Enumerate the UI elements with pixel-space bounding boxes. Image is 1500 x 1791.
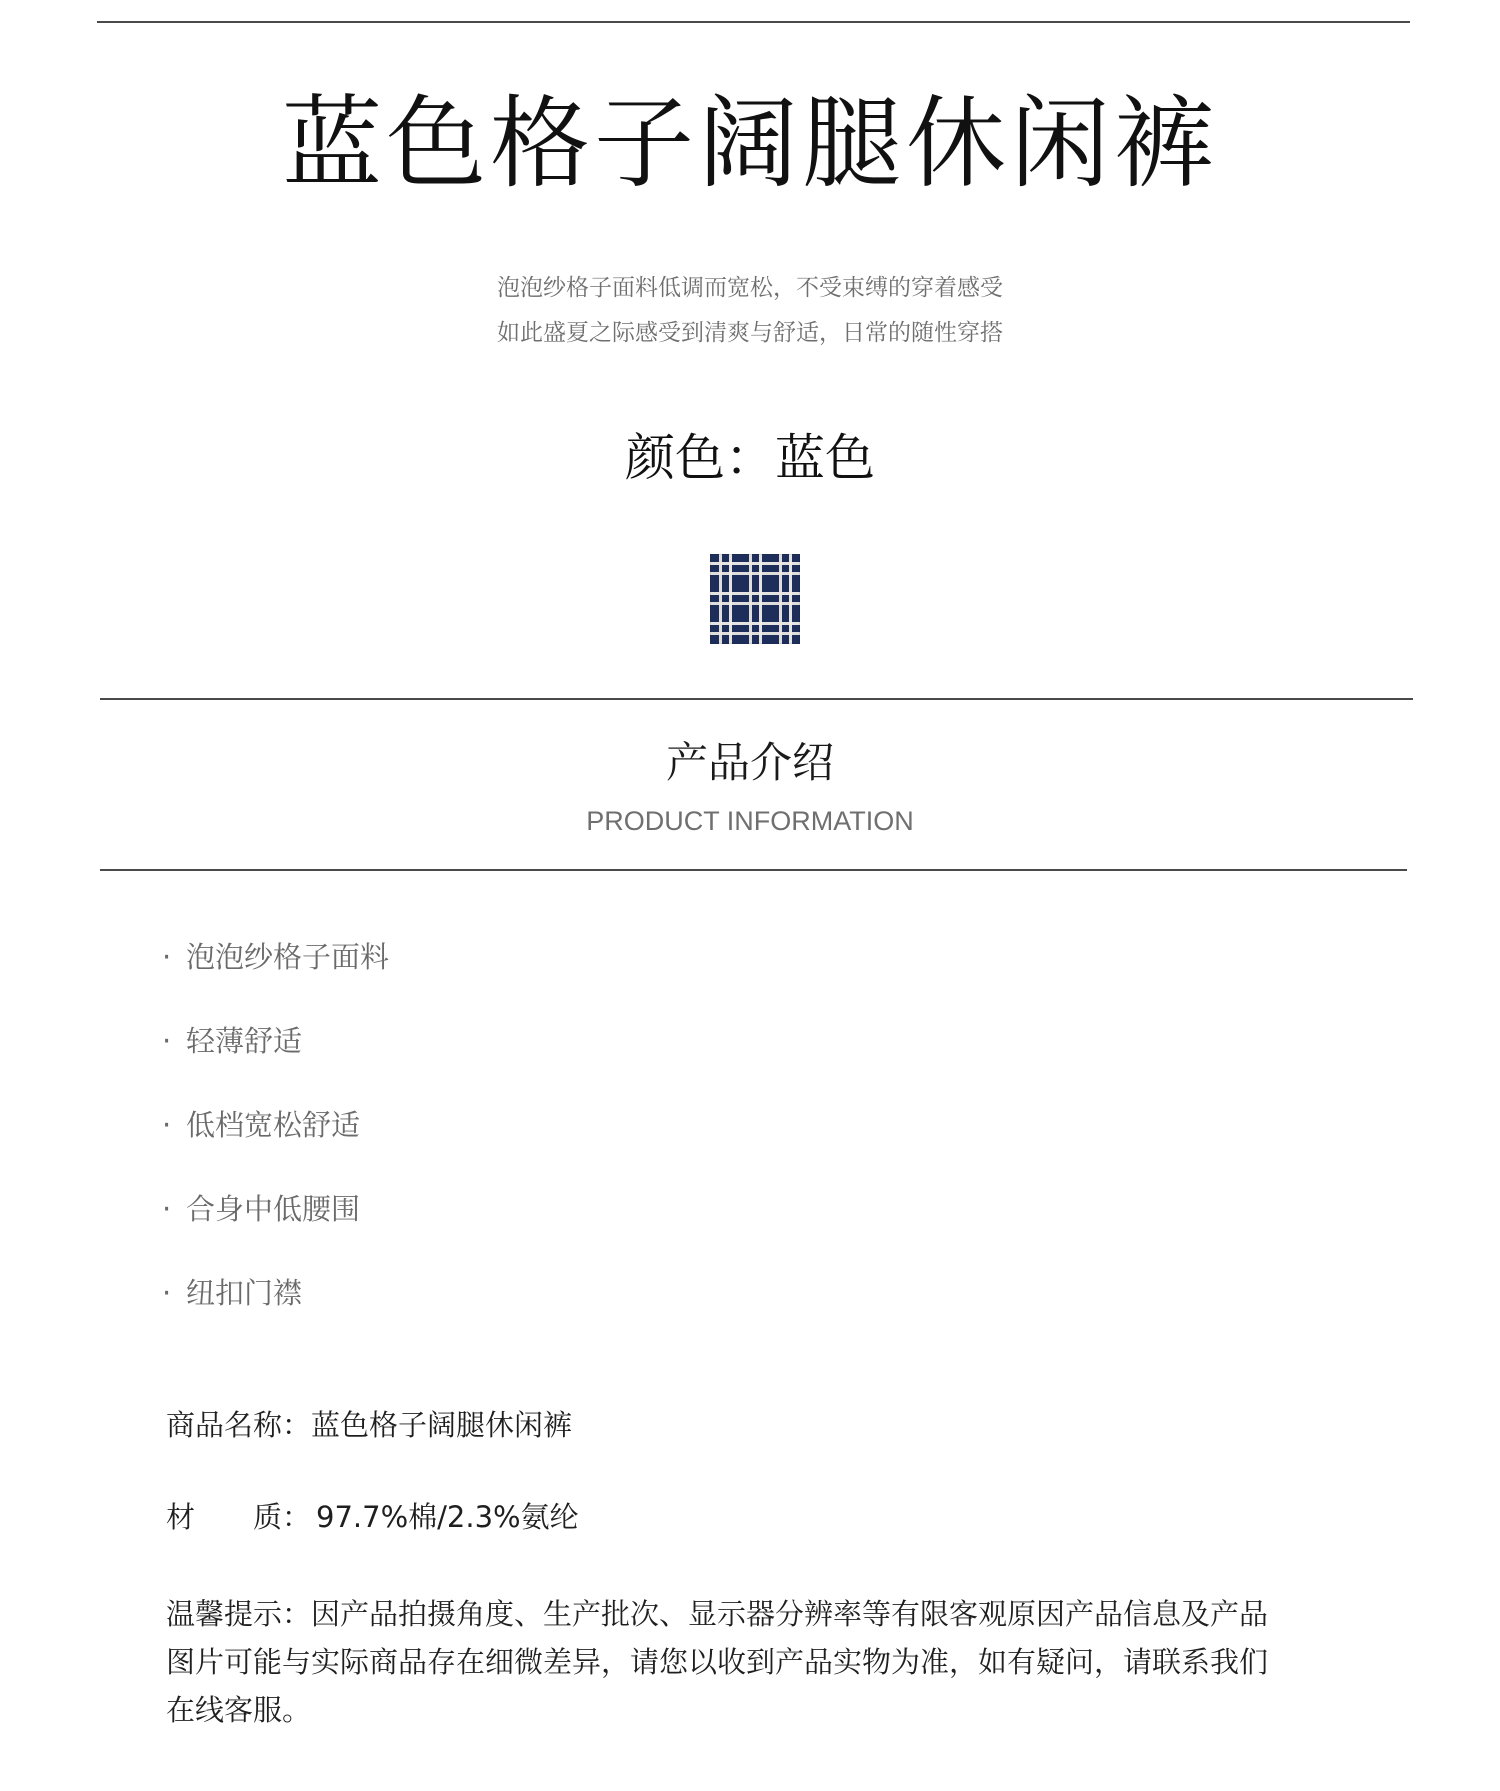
color-label — [0, 425, 1500, 491]
section-title: 产品介绍 — [665, 738, 834, 787]
product-name-value: 蓝色格子阔腿休闲裤 — [311, 1408, 573, 1442]
product-description — [0, 266, 1500, 356]
feature-item — [162, 1021, 302, 1061]
color-value: 蓝色 — [775, 429, 875, 487]
product-title: 蓝色格子阔腿休闲裤 — [282, 85, 1218, 202]
feature-text: 合身中低腰围 — [186, 1192, 361, 1226]
feature-text: 低档宽松舒适 — [186, 1108, 361, 1142]
top-divider — [97, 21, 1410, 23]
feature-text: 轻薄舒适 — [186, 1024, 303, 1058]
material-row — [166, 1497, 579, 1537]
product-name-label: 商品名称： — [166, 1408, 312, 1442]
product-name-row — [166, 1405, 572, 1445]
feature-item — [162, 937, 389, 977]
material-value: 97.7%棉/2.3%氨纶 — [316, 1500, 579, 1534]
bullet-dot: · — [162, 1276, 172, 1310]
feature-item — [162, 1273, 302, 1313]
bullet-dot: · — [162, 1192, 172, 1226]
description-line-1: 泡泡纱格子面料低调而宽松，不受束缚的穿着感受 — [497, 275, 1003, 301]
description-line-2: 如此盛夏之际感受到清爽与舒适，日常的随性穿搭 — [497, 320, 1003, 346]
feature-item — [162, 1105, 360, 1145]
notice-text: 温馨提示：因产品拍摄角度、生产批次、显示器分辨率等有限客观原因产品信息及产品图片可能与实际商品存在细微差异，请您以收到产品实物为准，如有疑问，请联系我们在线客服。 — [166, 1597, 1269, 1727]
feature-item — [162, 1189, 360, 1229]
section-top-divider — [100, 698, 1413, 700]
section-bottom-divider — [100, 869, 1407, 871]
bullet-dot: · — [162, 1108, 172, 1142]
color-label-text: 颜色： — [625, 429, 775, 487]
material-label: 材 质： — [166, 1500, 312, 1534]
plaid-fabric-swatch — [710, 554, 800, 644]
section-subtitle: PRODUCT INFORMATION — [586, 806, 914, 836]
feature-text: 泡泡纱格子面料 — [186, 940, 390, 974]
bullet-dot: · — [162, 940, 172, 974]
feature-text: 纽扣门襟 — [186, 1276, 303, 1310]
bullet-dot: · — [162, 1024, 172, 1058]
